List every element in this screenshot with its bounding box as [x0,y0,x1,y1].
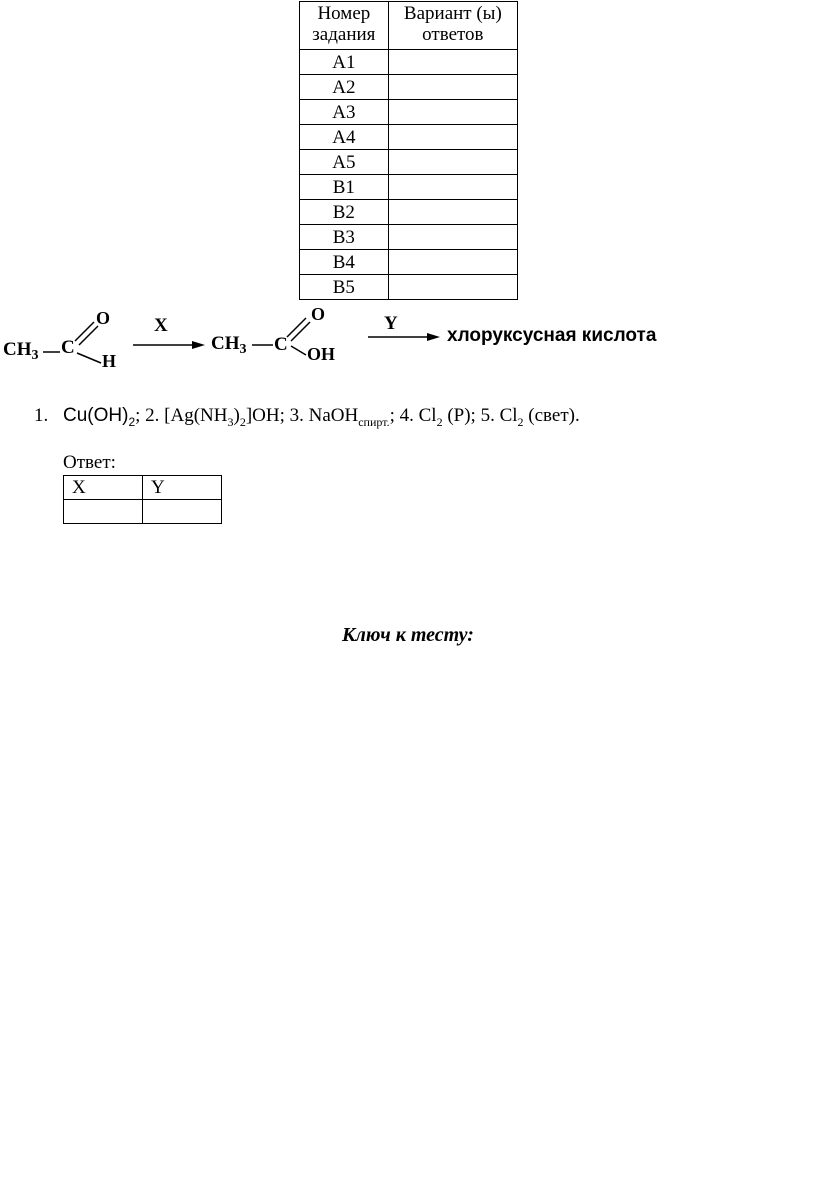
task-number-cell: А5 [300,150,389,175]
reactant-oxygen: O [96,308,111,328]
intermediate-hydroxyl: OH [307,344,336,364]
answer-table-header-row [300,2,518,50]
table-row [300,150,518,175]
reactant-carbon: C [61,337,75,358]
table-row [300,75,518,100]
intermediate-oxygen: O [311,304,326,324]
key-title: Ключ к тесту: [342,624,474,646]
reactant-double-bond-1 [75,322,94,341]
xy-value-row [64,500,222,524]
reaction-scheme [0,300,816,380]
product-name: хлоруксусная кислота [447,325,657,346]
option-1: $Cu(OH)_2$ [63,405,136,429]
xy-value-x[interactable] [64,500,143,524]
answer-cell[interactable] [388,150,517,175]
table-row [300,125,518,150]
answer-cell[interactable] [388,125,517,150]
answer-cell[interactable] [388,200,517,225]
table-row [300,100,518,125]
reactant-bond-c-h [77,353,101,363]
task-number-cell: А3 [300,100,389,125]
option-4: ; 4. $Cl_2$ (P); 5. $Cl_2$ (свет). [389,405,580,429]
arrow1-label: X [154,315,168,336]
answer-cell[interactable] [388,75,517,100]
intermediate-double-bond-2 [291,322,310,341]
header-answer-variants: Вариант (ы) ответов [388,2,517,50]
intermediate-bond-c-oh [291,346,306,355]
xy-header-row [64,476,222,500]
task-number-cell: А4 [300,125,389,150]
task-number-cell: А1 [300,50,389,75]
xy-answer-table [63,475,222,524]
table-row [300,225,518,250]
intermediate-double-bond-1 [287,318,306,337]
answer-cell[interactable] [388,50,517,75]
task-number-cell: А2 [300,75,389,100]
answer-cell[interactable] [388,225,517,250]
reactant-hydrogen: H [102,351,117,371]
answer-label: Ответ: [63,452,116,473]
intermediate-ch3: $CH_3$ [211,333,247,357]
answer-table [299,1,518,300]
xy-value-y[interactable] [143,500,222,524]
task-number-cell: В3 [300,225,389,250]
answer-cell[interactable] [388,275,517,300]
table-row [300,250,518,275]
table-row [300,175,518,200]
arrow2-head [427,333,440,341]
task-number-cell: В1 [300,175,389,200]
reactant-double-bond-2 [79,326,98,345]
question-number: 1. [34,405,49,426]
answer-cell[interactable] [388,250,517,275]
xy-header-y: Y [143,476,222,500]
reactant-ch3: $CH_3$ [3,339,39,363]
table-row [300,275,518,300]
table-row [300,200,518,225]
answer-cell[interactable] [388,100,517,125]
task-number-cell: В2 [300,200,389,225]
header-task-number: Номер задания [300,2,389,50]
option-3-subscript: спирт. [358,414,390,429]
task-number-cell: В5 [300,275,389,300]
task-number-cell: В4 [300,250,389,275]
xy-header-x: X [64,476,143,500]
reagent-options [34,405,580,430]
option-2: ; 2. $[Ag(NH_3)_2]OH$; 3. NaOH [135,405,359,429]
answer-cell[interactable] [388,175,517,200]
intermediate-carbon: C [274,334,288,355]
table-row [300,50,518,75]
arrow1-head [192,341,205,349]
arrow2-label: Y [384,313,398,334]
